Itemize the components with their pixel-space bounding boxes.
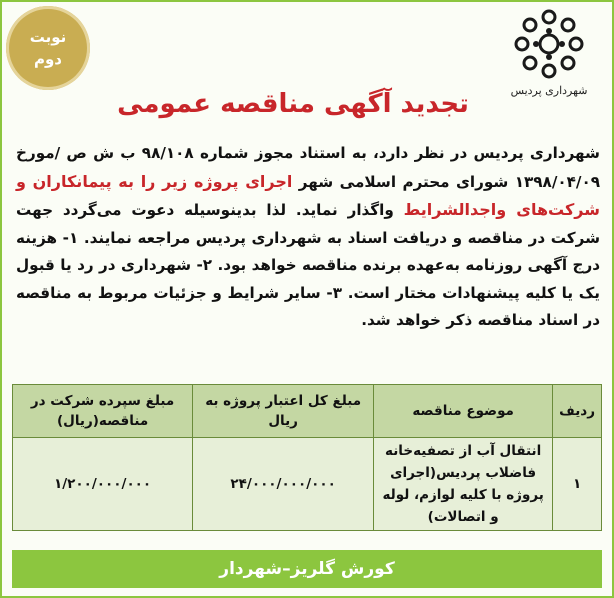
badge-line2: دوم	[33, 50, 62, 68]
header-row-number: ردیف	[553, 385, 602, 438]
title-band	[96, 84, 490, 124]
header-deposit: مبلغ سپرده شرکت در مناقصه(ریال)	[13, 385, 193, 438]
logo-caption: شهرداری پردیس	[510, 84, 588, 97]
tender-table-wrap	[12, 384, 602, 531]
table-header-row	[13, 385, 602, 438]
cell-subject: انتقال آب از تصفیه‌خانه فاضلاب پردیس(اجرای پروژه با کلیه لوازم، لوله و اتصالات)	[374, 438, 553, 531]
municipality-logo	[494, 8, 604, 126]
header-subject: موضوع مناقصه	[374, 385, 553, 438]
table-row	[13, 438, 602, 531]
mayor-signature: کورش گلریز–شهردار	[219, 559, 395, 579]
body-part-2: واگذار نماید. لذا بدینوسیله دعوت می‌گردد جهت شرکت در مناقصه و دریافت اسناد به شهرداری پردیس مراجعه نمایند. ۱- هزینه درج آگهی روزنامه به‌عهده برنده مناقصه خواهد بود. ۲- شهرداری در رد یا قبول یک یا کلیه پیشنهادات مختار است. ۳- سایر شرایط و جزئیات مربوط به مناقصه در اسناد مناقصه ذکر خواهد شد.	[16, 201, 601, 329]
body-highlight: اجرای پروژه زیر را به پیمانکاران و شرکت‌های واجدالشرایط	[16, 171, 600, 219]
tender-table	[12, 384, 602, 531]
badge-line1: نوبت	[29, 28, 67, 46]
body-part-1: شهرداری پردیس در نظر دارد، به استناد مجوز شماره ۹۸/۱۰۸ ب ش ص /مورخ ۱۳۹۸/۰۴/۰۹ شورای محترم اسلامی شهر	[16, 144, 600, 191]
signature-band	[12, 550, 602, 588]
municipality-emblem-icon	[513, 8, 585, 80]
notice-body	[16, 140, 600, 335]
cell-credit: ۲۴/۰۰۰/۰۰۰/۰۰۰	[193, 438, 374, 531]
cell-row-number: ۱	[553, 438, 602, 531]
page-title: تجدید آگهی مناقصه عمومی	[117, 89, 469, 119]
round-badge	[6, 6, 90, 90]
header-credit: مبلغ کل اعتبار پروژه به ریال	[193, 385, 374, 438]
cell-deposit: ۱/۲۰۰/۰۰۰/۰۰۰	[13, 438, 193, 531]
